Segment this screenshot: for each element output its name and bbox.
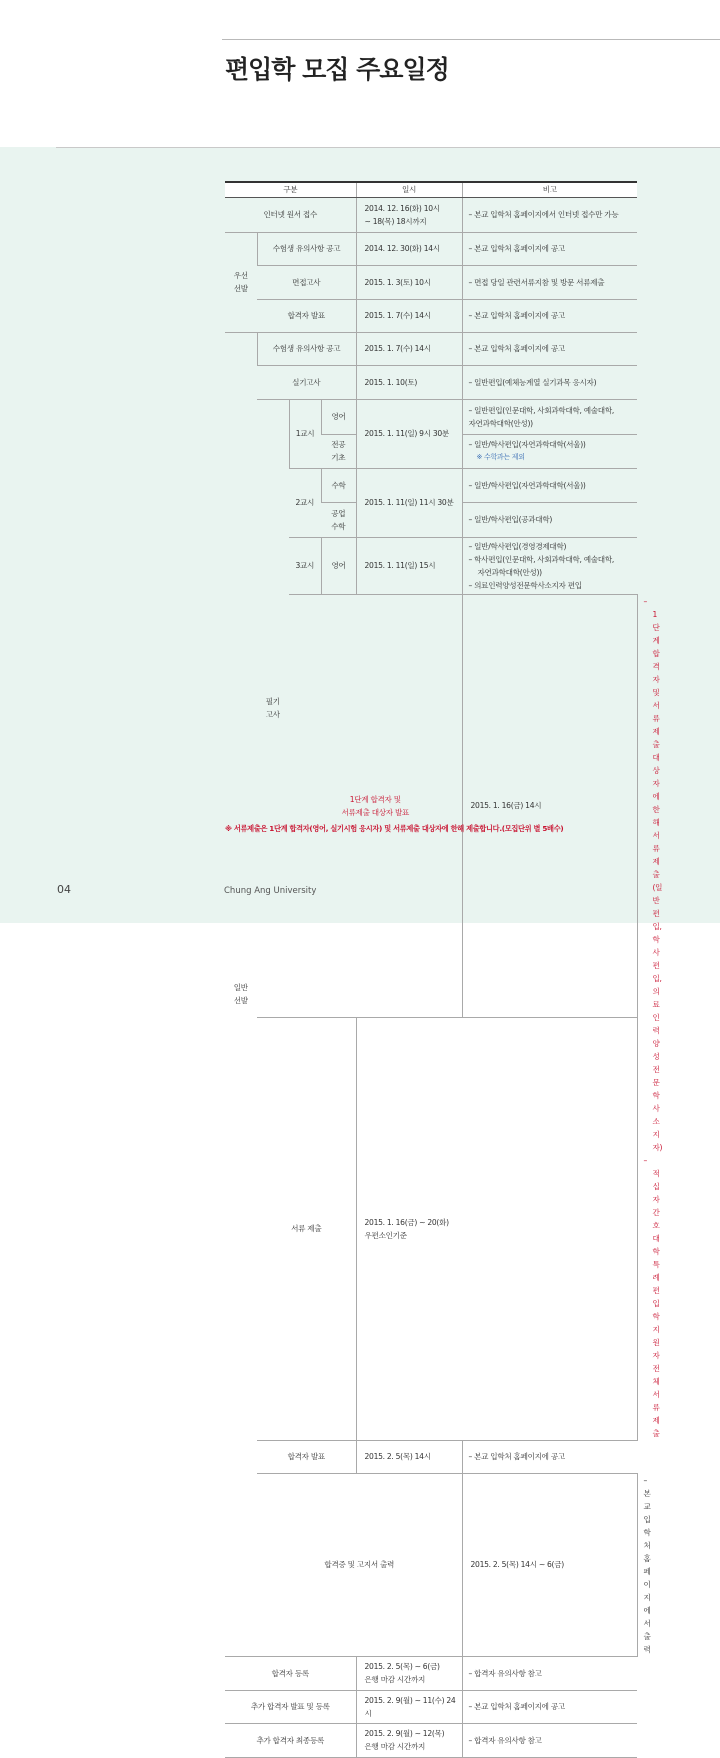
row-label: 합격자 등록 (225, 1656, 356, 1690)
subject-label: 수학 (321, 468, 356, 502)
subject-label: 공업 수학 (321, 502, 356, 537)
row-date: 2015. 2. 9(월) ~ 11(수) 24시 (356, 1690, 462, 1723)
subject-label: 영어 (321, 399, 356, 434)
section-divider (56, 147, 720, 148)
period-label: 1교시 (289, 399, 321, 468)
row-date: 2015. 1. 7(수) 14시 (356, 332, 462, 365)
table-row (225, 1656, 637, 1690)
page-title: 편입학 모집 주요일정 (225, 55, 449, 84)
table-row (225, 365, 637, 399)
table-row (225, 299, 637, 332)
row-label: 합격자 발표 (257, 1440, 356, 1473)
row-note: – 본교 입학처 홈페이지에 공고 (462, 1690, 637, 1723)
row-label: 추가 합격자 최종등록 (225, 1723, 356, 1757)
table-row (225, 1440, 637, 1473)
row-note: – 일반/학사편입(자연과학대학(서울)) (462, 468, 637, 502)
row-note: – 본교 입학처 홈페이지에 공고 (462, 299, 637, 332)
note-line: – 적십자 간호대학 특례 편입학 지원자 전체 서류제출 (643, 1155, 660, 1438)
row-note: – 본교 입학처 홈페이지에 공고 (462, 1440, 637, 1473)
row-date: 2014. 12. 16(화) 10시 ~ 18(목) 18시까지 (356, 197, 462, 232)
table-row: 합격증 및 고지서 출력 2015. 2. 5(목) 14시 ~ 6(금) – 본교 입학처 홈페이지에서 출력 (225, 1473, 637, 1656)
row-note: – 합격자 유의사항 참고 (462, 1656, 637, 1690)
row-date: 2015. 2. 5(목) ~ 6(금) 은행 마감 시간까지 (356, 1656, 462, 1690)
group-written: 필기 고사 (257, 399, 289, 1017)
subject-label: 전공 기초 (321, 434, 356, 468)
row-date: 2015. 1. 7(수) 14시 (356, 299, 462, 332)
table-row (225, 1690, 637, 1723)
period-label: 3교시 (289, 537, 321, 594)
row-note: – 본교 입학처 홈페이지에 공고 (462, 332, 637, 365)
note-remark: ※ 수학과는 제외 (476, 453, 525, 461)
row-date: 2015. 1. 16(금) 14시 (462, 594, 637, 1017)
table-row (225, 1017, 637, 1440)
row-note: – 일반/학사편입(공과대학) (462, 502, 637, 537)
table-row (225, 399, 637, 434)
note-line: – 학사편입(인문대학, 사회과학대학, 예술대학, 자연과학대학(안성)) (468, 554, 614, 577)
row-date: 2015. 1. 11(일) 15시 (356, 537, 462, 594)
row-label: 합격증 및 고지서 출력 (257, 1473, 462, 1656)
footnote: ※ 서류제출은 1단계 합격자(영어, 실기시험 응시자) 및 서류제출 대상자에 한해 제출합니다.(모집단위 별 5배수) (225, 824, 564, 833)
row-note: – 일반편입(예체능계열 실기과목 응시자) (462, 365, 637, 399)
table-row (225, 1723, 637, 1757)
table-row (225, 265, 637, 299)
row-note (462, 434, 637, 468)
row-label: 서류 제출 (257, 1017, 356, 1440)
row-date: 2015. 2. 9(월) ~ 12(목) 은행 마감 시간까지 (356, 1723, 462, 1757)
note-line: – 의료인력양성전문학사소지자 편입 (468, 580, 582, 590)
row-label: 면접고사 (257, 265, 356, 299)
row-date: 2015. 1. 11(일) 9시 30분 (356, 399, 462, 468)
note-line: – 일반/학사편입(경영경제대학) (468, 541, 567, 551)
row-date: 2015. 1. 3(토) 10시 (356, 265, 462, 299)
group-general: 일반 선발 (225, 332, 257, 1656)
row-date: 2015. 2. 5(목) 14시 (356, 1440, 462, 1473)
row-date: 2015. 1. 16(금) ~ 20(화) 우편소인기준 (356, 1017, 462, 1440)
header-note: 비고 (462, 182, 637, 197)
row-label: 합격자 발표 (257, 299, 356, 332)
row-note: – 본교 입학처 홈페이지에서 인터넷 접수만 가능 (462, 197, 637, 232)
row-label: 1단계 합격자 및 서류제출 대상자 발표 (289, 594, 462, 1017)
page-number: 04 (57, 883, 71, 896)
row-label: 수험생 유의사항 공고 (257, 232, 356, 265)
row-date: 2014. 12. 30(화) 14시 (356, 232, 462, 265)
row-date: 2015. 2. 5(목) 14시 ~ 6(금) (462, 1473, 637, 1656)
row-label: 인터넷 원서 접수 (225, 197, 356, 232)
row-label: 수험생 유의사항 공고 (257, 332, 356, 365)
row-date: 2015. 1. 10(토) (356, 365, 462, 399)
row-note (462, 537, 637, 594)
row-note: – 본교 입학처 홈페이지에 공고 (462, 232, 637, 265)
header-date: 일시 (356, 182, 462, 197)
table-row (225, 232, 637, 265)
group-early: 우선 선발 (225, 232, 257, 332)
top-rule (222, 39, 720, 40)
university-name: Chung Ang University (224, 886, 317, 896)
row-date: 2015. 1. 11(일) 11시 30분 (356, 468, 462, 537)
row-note: – 일반편입(인문대학, 사회과학대학, 예술대학, 자연과학대학(안성)) (462, 399, 637, 434)
note-line: – 일반/학사편입(자연과학대학(서울)) (468, 440, 586, 449)
header-category: 구분 (225, 182, 356, 197)
row-note: – 면접 당일 관련서류지참 및 방문 서류제출 (462, 265, 637, 299)
note-line: – 1단계 합격자 및 서류제출 대상자에 한해 서류제출(일반편입, 학사편입, 의료인력양성전문학사소지자) (643, 596, 663, 1152)
table-header-row (225, 182, 637, 197)
subject-label: 영어 (321, 537, 356, 594)
row-label: 추가 합격자 발표 및 등록 (225, 1690, 356, 1723)
table-row (225, 197, 637, 232)
schedule-table (225, 181, 663, 1758)
table-row (225, 332, 637, 365)
row-note: – 합격자 유의사항 참고 (462, 1723, 637, 1757)
period-label: 2교시 (289, 468, 321, 537)
row-label: 실기고사 (257, 365, 356, 399)
